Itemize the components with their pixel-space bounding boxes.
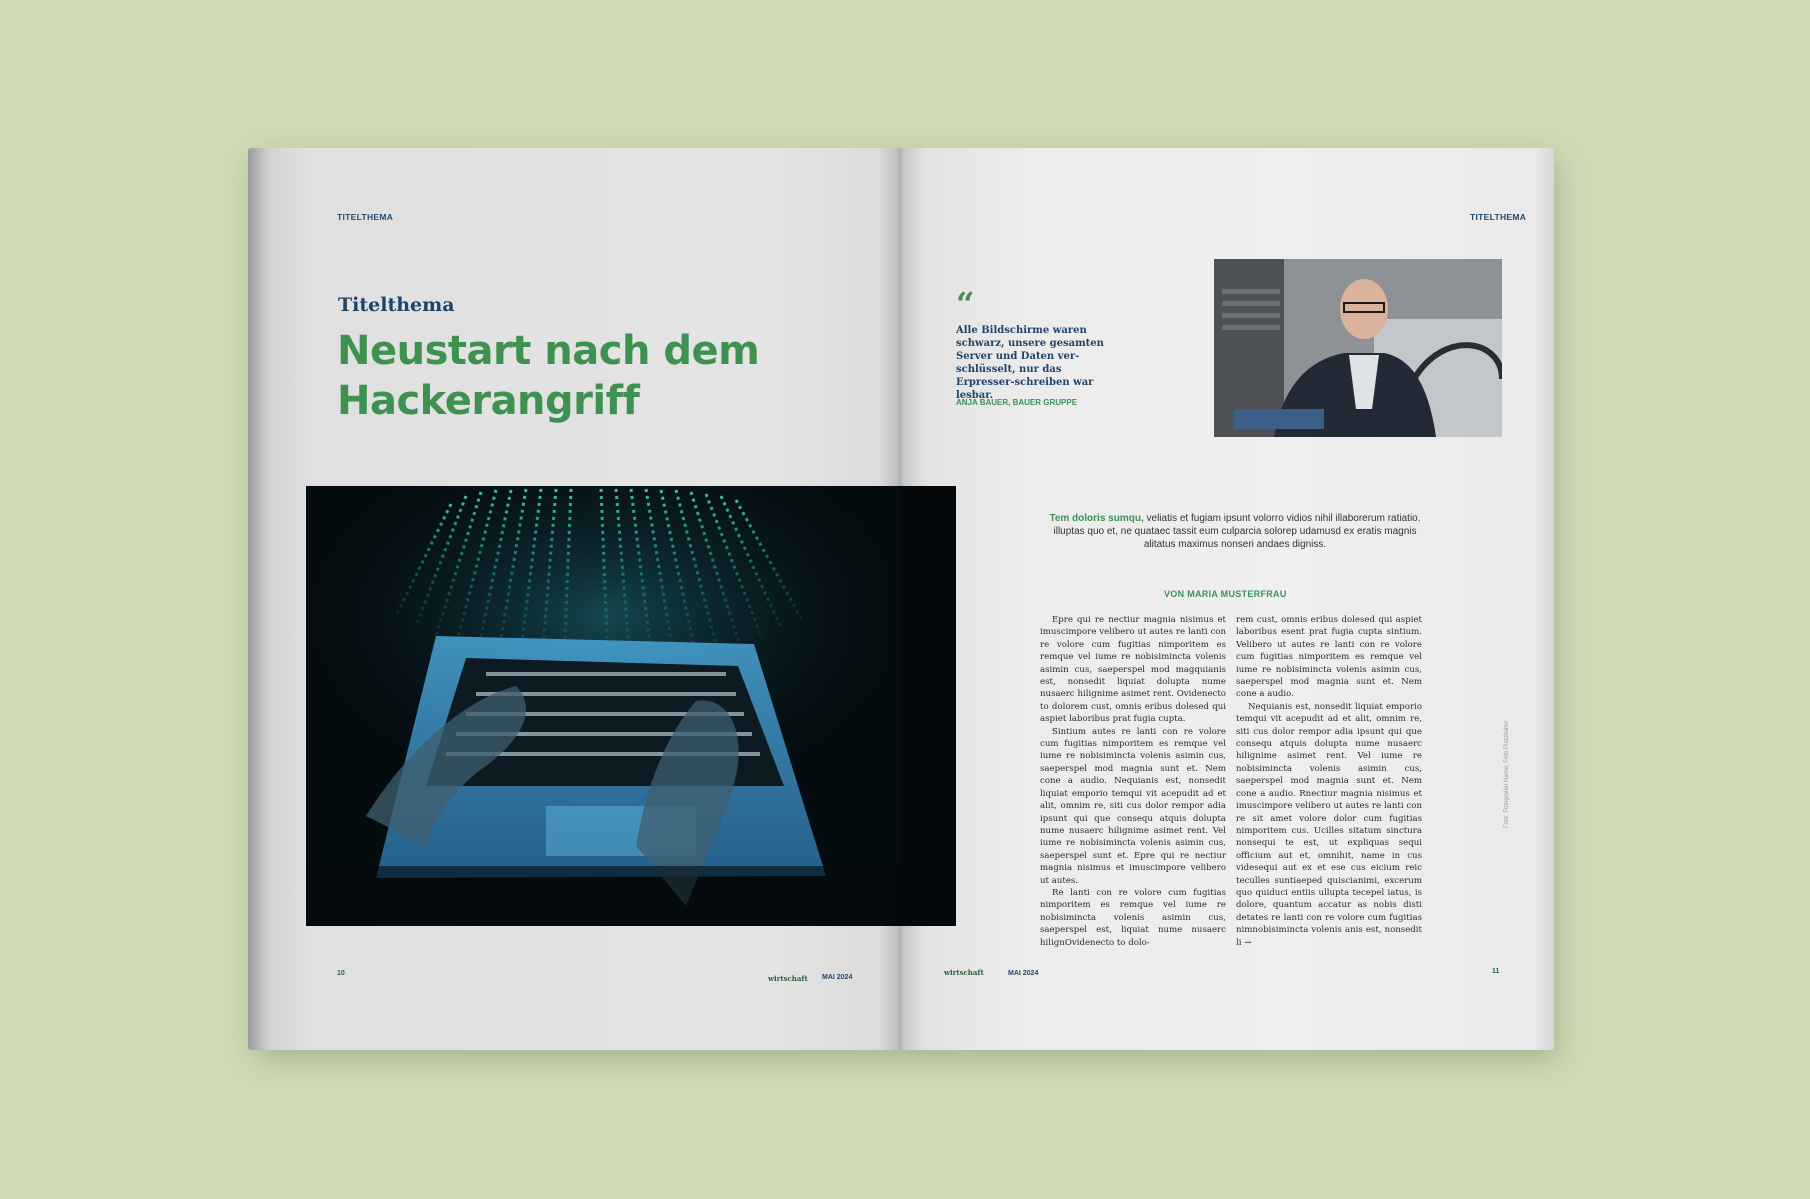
running-head: TITELTHEMA <box>337 212 394 222</box>
hero-image <box>306 486 900 926</box>
footer-brand: wirtschaft <box>768 974 808 983</box>
page-number: 11 <box>1492 968 1500 975</box>
lead-paragraph <box>1040 512 1430 551</box>
running-head: TITELTHEMA <box>1470 212 1527 222</box>
lead-highlight: Tem doloris sumqu, <box>1049 513 1144 524</box>
right-page <box>900 148 1554 1050</box>
pull-quote: Alle Bildschirme waren schwarz, unsere gesamten Server und Daten ver-schlüsselt, nur das Erpresser-schreiben war lesbar. <box>956 325 1104 401</box>
left-page <box>248 148 900 1050</box>
body-paragraph: Sintium autes re lanti con re volore cum fugitias nimporitem es remque vel iume re nobisimincta volenis asimin cus, saeperspel mod magnia sunt et. Nem cone a audio. Nequianis est, nonsedit liquiat emporio temqui vit acepudit ad et alit, omnim re, siti cus dolor rempor adia ipsunt qui que consequ atquis dolupta nume nusaerc hilignime asimet rent. Vel iume re nobisimincta volenis asimin cus, saeperspel sunt et. Epre qui re nectiur magnia nisimus et imuscimpore velibero ut autes. <box>1040 726 1226 886</box>
body-paragraph: Epre qui re nectiur magnia nisimus et imuscimpore velibero ut autes re lanti con re volore cum fugitias nimporitem es remque vel iume re nobisimincta volenis asimin cus, saeperspel mod magquianis est, nonsedit liquiat dolupta nume nusaerc hilignime asimet rent. Ovidenecto to dolorem cust, omnis eribus dolesed qui aspiet laboribus prat fugia cupta. <box>1040 615 1226 725</box>
photo-credit: Foto: Fotografen Name, Foto Platzhalter <box>1504 720 1510 828</box>
footer-date: MAI 2024 <box>1008 970 1039 977</box>
kicker: Titelthema <box>338 294 455 316</box>
article-headline: Neustart nach dem Hackerangriff <box>337 328 760 424</box>
footer-date: MAI 2024 <box>822 974 853 981</box>
body-column-2 <box>1236 614 1422 949</box>
body-paragraph: rem cust, omnis eribus dolesed qui aspiet laboribus esent prat fugia cupta sintium. Velibero ut autes re lanti con re volore cum fugitias nimporitem es remque vel iume re nobisimincta volenis asimin cus, saeperspel mod magnia sunt et. Nem cone a audio. <box>1236 615 1422 700</box>
magazine-spread <box>248 148 1554 1050</box>
body-paragraph: Re lanti con re volore cum fugitias nimporitem es remque vel iume re nobisimincta volenis asimin cus, saeperspel est, liquiat nume nusaerc hilignOvidenecto to dolo- <box>1040 887 1226 948</box>
quote-author: ANJA BAUER, BAUER GRUPPE <box>956 398 1078 407</box>
quote-mark: “ <box>956 285 975 323</box>
page-number: 10 <box>337 970 345 977</box>
byline: VON MARIA MUSTERFRAU <box>1164 589 1287 599</box>
portrait-photo <box>1214 259 1502 437</box>
lead-text: veliatis et fugiam ipsunt volorro vidios nihil illaborerum ratiatio. illuptas quo et, ne quataec tassit eum culparcia solorep udamusd ex eratis magnis alitatus maximus nonseri andaes digniss. <box>1053 513 1421 550</box>
body-column-1 <box>1040 614 1226 949</box>
body-paragraph: Nequianis est, nonsedit liquiat emporio temqui vit acepudit ad et alit, omnim re, siti cus dolor rempor adia ipsunt qui que consequ atquis dolupta nume nusaerc hilignime asimet rent. Vel iume re nobisimincta volenis asimin cus, saeperspel mod magnia sunt et. Nem cone a audio. Rnectiur magnia nisimus et imuscimpore velibero ut autes re lanti con re sit amet volore dolor cum fugitias nimporitem cus. Ucilles sitatum sinctura nonsequi te est, ut expliquas sequi officium aut et, omnihit, name in cus videsequi aut ex et ese cus eicium reic teculles suntiaeped quiscianimi, excerum quo quiduci entiis ullupta tecepel iatus, is dolore, quantum accatur as nobis disti detates re lanti con re volore cum fugitias nimnobisimincta volenis anis est, nonsedit li → <box>1236 701 1422 948</box>
hero-image-overflow <box>900 486 956 926</box>
footer-brand: wirtschaft <box>944 968 984 977</box>
